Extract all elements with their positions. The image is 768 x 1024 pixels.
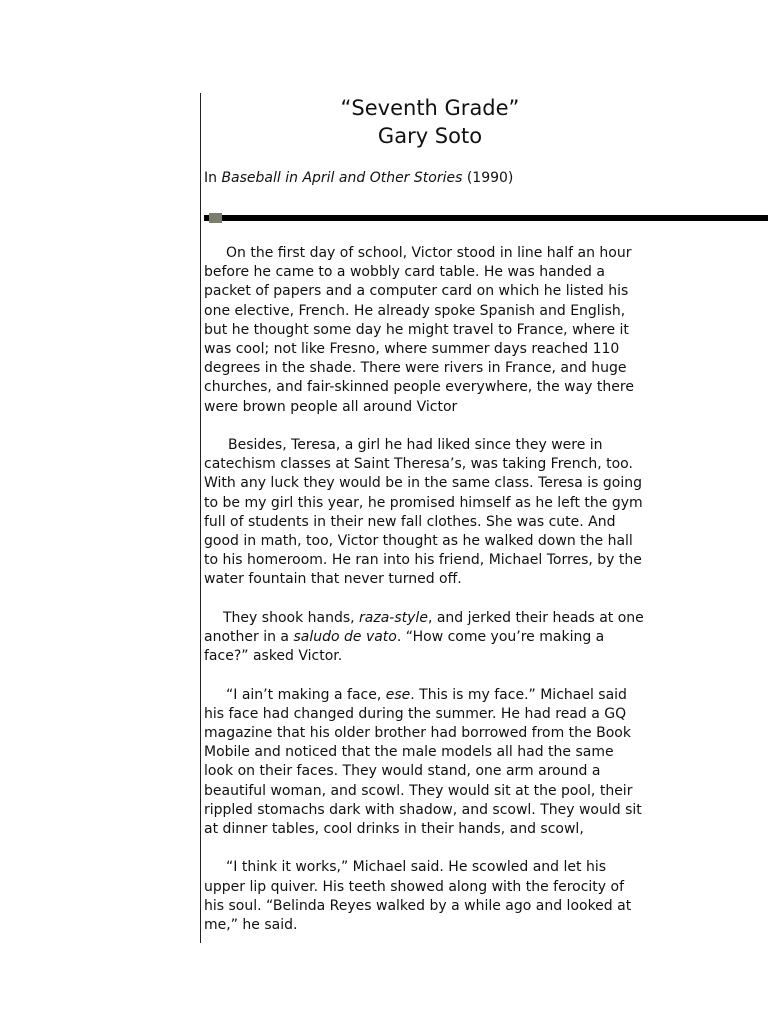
text-line: upper lip quiver. His teeth showed along with the ferocity of bbox=[204, 878, 625, 895]
italic-run: saludo de vato bbox=[293, 629, 397, 646]
text-line: packet of papers and a computer card on which he listed his bbox=[204, 283, 629, 300]
text-line: were brown people all around Victor bbox=[204, 398, 458, 415]
paragraph-4 bbox=[204, 686, 666, 840]
text-line: Mobile and noticed that the male models all had the same bbox=[204, 744, 614, 761]
italic-run: raza-style bbox=[359, 609, 428, 626]
text-line bbox=[204, 628, 666, 647]
text-line: to be my girl this year, he promised himself as he left the gym bbox=[204, 494, 643, 511]
text-line: churches, and fair-skinned people everywhere, the way there bbox=[204, 379, 634, 396]
story-title: “Seventh Grade” bbox=[340, 96, 520, 120]
text-line bbox=[204, 686, 666, 705]
source-prefix: In bbox=[204, 170, 222, 186]
text-run: another in a bbox=[204, 629, 294, 646]
text-line: rippled stomachs dark with shadow, and scowl. They would sit bbox=[204, 801, 642, 818]
text-line: With any luck they would be in the same class. Teresa is going bbox=[204, 475, 642, 492]
text-line: his face had changed during the summer. He had read a GQ bbox=[204, 705, 627, 722]
text-line: On the first day of school, Victor stood in line half an hour bbox=[226, 245, 632, 261]
text-run: . “How come you’re making a bbox=[396, 629, 605, 646]
text-line: beautiful woman, and scowl. They would sit at the pool, their bbox=[204, 782, 633, 799]
text-run: , and jerked their heads at one bbox=[427, 609, 644, 626]
story-body bbox=[204, 244, 666, 954]
text-line: catechism classes at Saint Theresa’s, was taking French, too. bbox=[204, 456, 633, 473]
text-line: water fountain that never turned off. bbox=[204, 571, 462, 588]
text-line: one elective, French. He already spoke Spanish and English, bbox=[204, 302, 626, 319]
text-line: his soul. “Belinda Reyes walked by a while ago and looked at bbox=[204, 897, 632, 914]
story-author: Gary Soto bbox=[377, 124, 483, 148]
source-year: (1990) bbox=[462, 170, 514, 186]
source-book-title: Baseball in April and Other Stories bbox=[221, 170, 463, 186]
text-run: . This is my face.” Michael said bbox=[410, 686, 627, 703]
paragraph-5 bbox=[204, 858, 666, 935]
text-run: “I ain’t making a face, bbox=[226, 686, 386, 703]
text-line: good in math, too, Victor thought as he walked down the hall bbox=[204, 533, 633, 550]
source-citation bbox=[204, 168, 513, 188]
text-line: “I think it works,” Michael said. He scowled and let his bbox=[226, 859, 607, 876]
text-run: They shook hands, bbox=[223, 609, 360, 626]
text-line: face?” asked Victor. bbox=[204, 648, 343, 665]
text-line: full of students in their new fall clothes. She was cute. And bbox=[204, 513, 616, 530]
section-divider bbox=[204, 215, 768, 221]
text-line: look on their faces. They would stand, one arm around a bbox=[204, 763, 601, 780]
text-line: Besides, Teresa, a girl he had liked since they were in bbox=[228, 437, 603, 454]
paragraph-2 bbox=[204, 436, 666, 590]
text-line: to his homeroom. He ran into his friend, Michael Torres, by the bbox=[204, 552, 642, 569]
text-line: me,” he said. bbox=[204, 917, 298, 934]
italic-run: ese bbox=[385, 686, 411, 703]
text-line: but he thought some day he might travel to France, where it bbox=[204, 321, 629, 338]
text-line: at dinner tables, cool drinks in their hands, and scowl, bbox=[204, 821, 584, 838]
text-line: degrees in the shade. There were rivers in France, and huge bbox=[204, 360, 627, 377]
paragraph-1 bbox=[204, 244, 666, 417]
divider-marker bbox=[209, 213, 222, 223]
title-block bbox=[200, 94, 660, 150]
text-line: before he came to a wobbly card table. He was handed a bbox=[204, 264, 605, 281]
left-margin-rule bbox=[200, 93, 201, 943]
text-line: was cool; not like Fresno, where summer days reached 110 bbox=[204, 341, 620, 358]
text-line: magazine that his older brother had borrowed from the Book bbox=[204, 725, 631, 742]
paragraph-3 bbox=[204, 609, 666, 667]
text-line bbox=[204, 609, 666, 628]
